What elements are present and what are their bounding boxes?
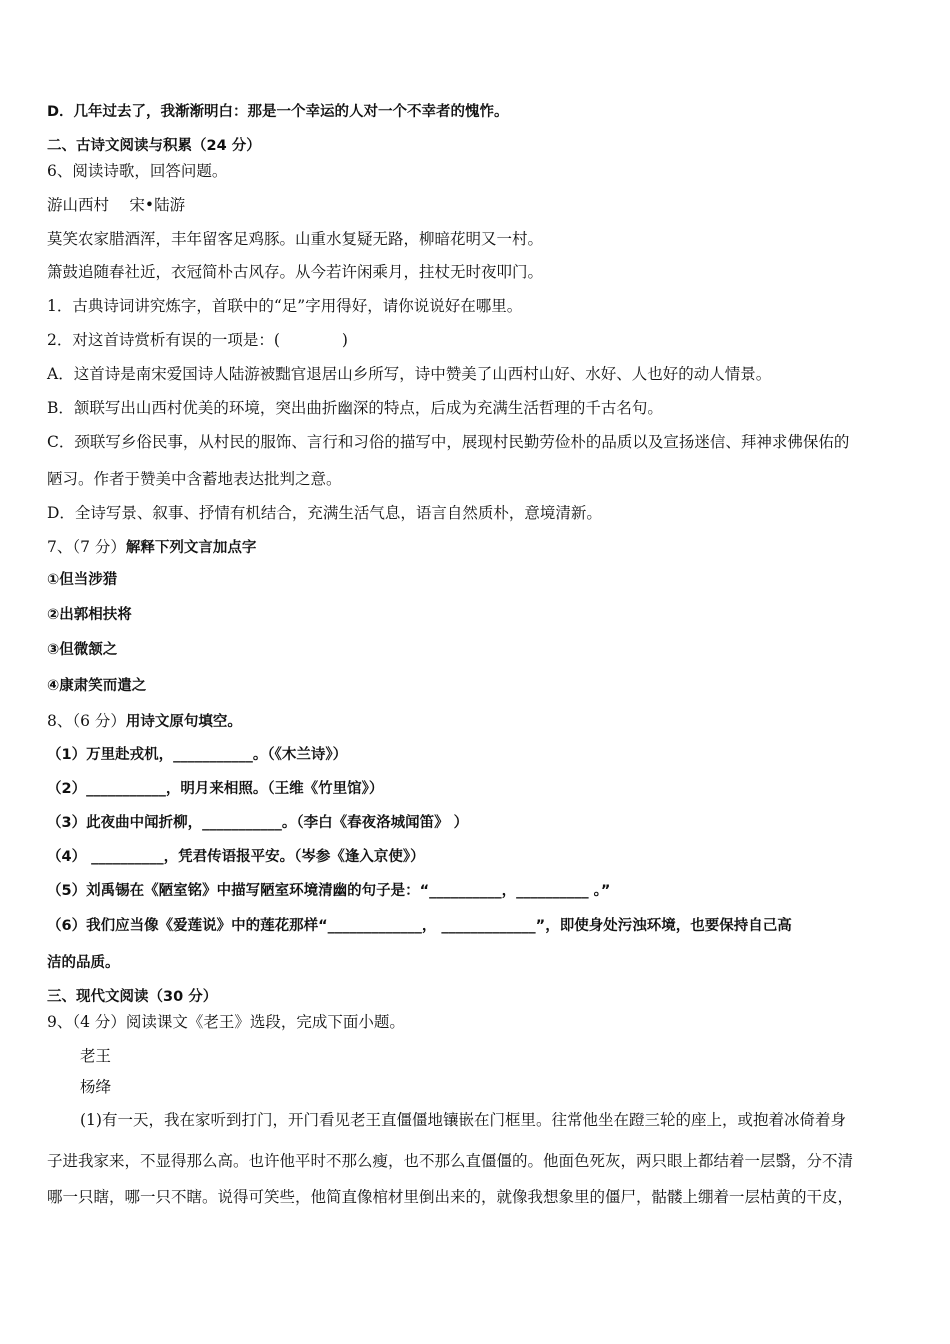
q8-item-6-line1: （6）我们应当像《爱莲说》中的莲花那样“_____________， _____________”，即使身处污浊环境，也要保持自己高 xyxy=(47,918,792,934)
q6-sub1: 1．古典诗词讲究炼字，首联中的“足”字用得好，请你说说好在哪里。 xyxy=(47,297,523,315)
q5-option-d: D．几年过去了，我渐渐明白：那是一个幸运的人对一个不幸者的愧怍。 xyxy=(47,104,509,120)
q7-item-2: ②出郭相扶将 xyxy=(47,607,132,623)
poem-line-2: 箫鼓追随春社近，衣冠简朴古风存。从今若许闲乘月，拄杖无时夜叩门。 xyxy=(47,263,544,281)
section3-heading: 三、现代文阅读（30 分） xyxy=(47,989,218,1005)
q8-item-5: （5）刘禹锡在《陋室铭》中描写陋室环境清幽的句子是：“__________，__________ 。” xyxy=(47,883,611,899)
q9-stem: 9、（4 分）阅读课文《老王》选段，完成下面小题。 xyxy=(47,1013,405,1031)
q8-item-3: （3）此夜曲中闻折柳，___________。（李白《春夜洛城闻笛》 ） xyxy=(47,815,469,831)
q7-item-1: ①但当涉猎 xyxy=(47,572,118,588)
q8-stem xyxy=(47,711,242,732)
q8-item-6-line2: 洁的品质。 xyxy=(47,955,120,971)
q6-sub2: 2．对这首诗赏析有误的一项是：( ) xyxy=(47,331,348,349)
poem-line-1: 莫笑农家腊酒浑，丰年留客足鸡豚。山重水复疑无路，柳暗花明又一村。 xyxy=(47,230,544,248)
q7-stem xyxy=(47,537,256,558)
passage-para1-line3: 哪一只瞎，哪一只不瞎。说得可笑些，他简直像棺材里倒出来的，就像我想象里的僵尸，骷髅上绷着一层枯黄的干皮， xyxy=(47,1188,854,1206)
q6-option-a: A．这首诗是南宋爱国诗人陆游被黜官退居山乡所写，诗中赞美了山西村山好、水好、人也好的动人情景。 xyxy=(47,365,772,383)
section2-heading: 二、古诗文阅读与积累（24 分） xyxy=(47,138,261,154)
q6-option-b: B．颔联写出山西村优美的环境，突出曲折幽深的特点，后成为充满生活哲理的千古名句。 xyxy=(47,399,663,417)
q7-stem-text: 解释下列文言加点字 xyxy=(125,540,257,556)
q6-stem: 6、阅读诗歌，回答问题。 xyxy=(47,162,228,180)
poem-title: 游山西村 宋•陆游 xyxy=(47,196,186,214)
q7-item-3: ③但微颔之 xyxy=(47,642,118,658)
q8-item-2: （2）___________，明月来相照。（王维《竹里馆》） xyxy=(47,781,384,797)
q6-option-c-line1: C．颈联写乡俗民事，从村民的服饰、言行和习俗的描写中，展现村民勤劳俭朴的品质以及宣扬迷信、拜神求佛保佑的 xyxy=(47,433,850,451)
q8-item-4: （4） __________，凭君传语报平安。（岑参《逢入京使》） xyxy=(47,849,425,865)
q7-stem-prefix: 7、（7 分） xyxy=(47,538,126,556)
passage-para1-line1: (1)有一天，我在家听到打门，开门看见老王直僵僵地镶嵌在门框里。往常他坐在蹬三轮的座上，或抱着冰倚着身 xyxy=(80,1111,846,1129)
passage-author: 杨绛 xyxy=(80,1078,112,1096)
q8-item-1: （1）万里赴戎机，___________。（《木兰诗》） xyxy=(47,747,348,763)
passage-title: 老王 xyxy=(80,1047,112,1065)
q7-item-4: ④康肃笑而遣之 xyxy=(47,678,147,694)
passage-para1-line2: 子进我家来，不显得那么高。也许他平时不那么瘦，也不那么直僵僵的。他面色死灰，两只眼上都结着一层翳，分不清 xyxy=(47,1152,854,1170)
q6-option-d: D．全诗写景、叙事、抒情有机结合，充满生活气息，语言自然质朴，意境清新。 xyxy=(47,504,602,522)
q8-stem-prefix: 8、（6 分） xyxy=(47,712,126,730)
q6-option-c-line2: 陋习。作者于赞美中含蓄地表达批判之意。 xyxy=(47,470,342,488)
q8-stem-text: 用诗文原句填空。 xyxy=(125,714,242,730)
